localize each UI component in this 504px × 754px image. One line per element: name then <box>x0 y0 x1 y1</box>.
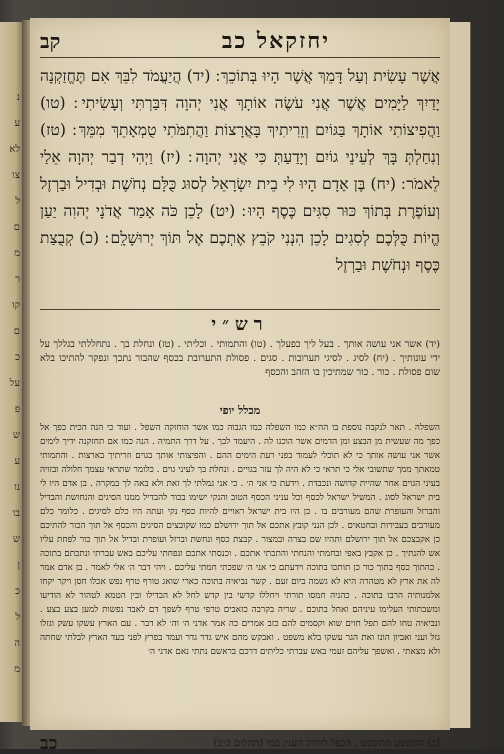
left-page-fragment: קו <box>12 300 20 311</box>
left-page-fragment: נ <box>16 92 20 103</box>
left-page-fragment: מ <box>14 248 20 259</box>
left-page-fragment: כ <box>15 352 20 363</box>
left-page-fragment: על <box>9 378 20 389</box>
page-footer <box>40 733 440 754</box>
main-text-block: אֲשֶׁר עָשִׂית וְעַל דָּמֵךְ אֲשֶׁר הָיוּ בְּתוֹכֵךְ ׃ (יד) הֲיַעֲמֹד לִבֵּךְ אִם תֶּחֱזַקְנָה יָדַיִךְ לַיָּמִים אֲשֶׁר אֲנִי עֹשֶׂה אוֹתָךְ אֲנִי יְהוָה דִּבַּרְתִּי וְעָשִׂיתִי ׃ (טו) וַהֲפִיצוֹתִי אוֹתָךְ בַּגּוֹיִם וְזֵרִיתִיךְ בָּאֲרָצוֹת וַהֲתִמֹּתִי טֻמְאָתֵךְ מִמֵּךְ ׃ (טז) וְנִחַלְתְּ בָּךְ לְעֵינֵי גוֹיִם וְיָדַעַתְּ כִּי אֲנִי יְהוָה ׃ (יז) וַיְהִי דְבַר יְהוָה אֵלַי לֵאמֹר ׃ (יח) בֶּן אָדָם הָיוּ לִי בֵית יִשְׂרָאֵל לְסוּג כֻּלָּם נְחֹשֶׁת וּבְדִיל וּבַרְזֶל וְעוֹפֶרֶת בְּתוֹךְ כּוּר סִגִּים כֶּסֶף הָיוּ ׃ (יט) לָכֵן כֹּה אָמַר אֲדֹנָי יְהוִה יַעַן הֱיוֹת כֻּלְּכֶם לְסִגִים לָכֵן הִנְנִי קֹבֵץ אֶתְכֶם אֶל תּוֹךְ יְרוּשָׁלִָם ׃ (כ) קְבֻצַת כֶּסֶף וּנְחֹשֶׁת וּבַרְזֶל <box>40 67 440 274</box>
catchword: (ב) התשפט התשפט , הכפל לחזוק הענין כמו (תהלים כ״ב) <box>213 738 440 749</box>
left-page-fragment: כ <box>15 586 20 597</box>
left-page-fragment: ל <box>15 612 20 623</box>
left-page-fragment: ם <box>13 222 20 233</box>
mikhlal-heading: מכלל יופי <box>219 404 261 417</box>
left-page-fragment: ן <box>17 560 20 571</box>
left-page-fragment: ש <box>12 430 20 441</box>
page-content <box>40 28 440 754</box>
left-page-fragment: מ <box>14 664 20 675</box>
left-page-fragment: נו <box>14 482 20 493</box>
left-page-fragment: ר <box>15 274 20 285</box>
left-page-fragment: צו <box>12 170 20 181</box>
page-edges <box>450 22 471 728</box>
divider <box>40 309 440 310</box>
left-page-fragment: ל <box>15 196 20 207</box>
left-page-fragment: לא <box>9 144 20 155</box>
left-page-fragment: פ <box>14 404 20 415</box>
left-page-fragment: ם <box>13 326 20 337</box>
left-page-fragment: בו <box>12 508 20 519</box>
mikhlal-commentary: השפלה . תאר לנקבה נוספת בו הה״א כמו השפלה כמו הגבוה כמו אשר הוחזקה השפל . ועוד כי הנה הכית כפך אל כפך מה שעשית מן הבצע ומן הדמים אשר הוכנו לה . היעמד לבך . על דרך התמיה . הנה כמו אם תחזקנה ידיך לימים אשר אני עושה אותך כי לא תוכלי לעמוד בפני רעת הימים ההם . והפיצותי אותך בגוים וזריתיך בארצות . והתמותי טמאתך ממך שתשובי אלי כי תראי כי לא היה לך עזר בגויים . ונחלת בך לעיני גוים . כלומר שתראי עצמך חלולה ובזויה בעיני הגוים אחר שהיית קדושה ונכבדת . וידעת כי אני ה׳ . כי אני גמלתי לך זאת ולא באה לך במקרה . בן אדם היו לי בית ישראל לסוג . המשיל ישראל לכסף וכל עניני הכסף הטוב והנקי ישימו בכור להבדיל ממנו הסיגים והנחושת והבדיל והברזל והעופרת שהם מעורבים בו . כן היו בית ישראל ראויים להיות כסף נקי ועתה היו כלם לסיגים . כלומר כלם מעורבים בעבירות ובחטאים . לכן הנני קובץ אתכם אל תוך ירושלם כמו שקובצים הסיגים והכסף אל תוך הכור להתיכם כן אקבצכם אל תוך ירושלם ותהיו שם בצרה ובמצור . קבצת כסף ונחשת וברזל ועופרת ובדיל אל תוך כור לפחת עליו אש להנתיך . כן אקבץ באפי ובחמתי והנחתי והתכתי אתכם . וכנסתי אתכם ונפחתי עליכם באש עברתי ונתכתם בתוכה . כהתוך כסף בתוך כור כן תותכו בתוכה וידעתם כי אני ה׳ שפכתי חמתי עליכם . ויהי דבר ה׳ אלי לאמר . בן אדם אמר לה את ארץ לא מטהרה היא לא גשמה ביום זעם . קשר נביאיה בתוכה כארי שואג טורף טרף נפש אכלו חסן ויקר יקחו אלמנותיה הרבו בתוכה . כהניה חמסו תורתי ויחללו קדשי בין קדש לחל לא הבדילו ובין הטמא לטהור לא הודיעו ומשבתותי העלימו עיניהם ואחל בתוכם . שריה בקרבה כזאבים טרפי טרף לשפך דם לאבד נפשות למען בצע בצע . ונביאיה טחו להם תפל חזים שוא וקסמים להם כזב אמרים כה אמר אדני ה׳ וה׳ לא דבר . עם הארץ עשקו עשק וגזלו גזל ועני ואביון הונו ואת הגר עשקו בלא משפט . ואבקש מהם איש גדר גדר ועמד בפרץ לפני בעד הארץ לבלתי שחתה ולא מצאתי . ואשפך עליהם זעמי באש עברתי כליתים דרכם בראשם נתתי נאם אדני ה׳ <box>40 423 440 657</box>
rashi-commentary: (יד) אשר אני עושה אותך . בעל ליך כפעלך . (טו) והתמותי . וכליתי . (טז) ונחלת בך . נתחללתי בגללך על ידי עונותיך . (יח) לסיג . לסיגי תערובות . סגים . פסולת התערובת בכסף שהבור נתכך ונפקר להתיכו בלא שום פסולת . כור . כור שמתיכין בו הזהב והכסף <box>40 339 440 378</box>
running-title: יחזקאל כב <box>221 28 330 54</box>
page-number: קב <box>40 28 61 53</box>
left-page-fragment: ע <box>14 456 20 467</box>
book-gutter <box>22 20 30 726</box>
rashi-heading: רש״י <box>211 314 269 335</box>
signature-mark: כב <box>40 733 58 754</box>
running-head <box>40 28 440 58</box>
left-page-fragment: ש <box>12 534 20 545</box>
left-page-fragment: ע <box>14 118 20 129</box>
left-page-edge <box>0 22 22 722</box>
left-page-fragment: ה <box>14 638 20 649</box>
